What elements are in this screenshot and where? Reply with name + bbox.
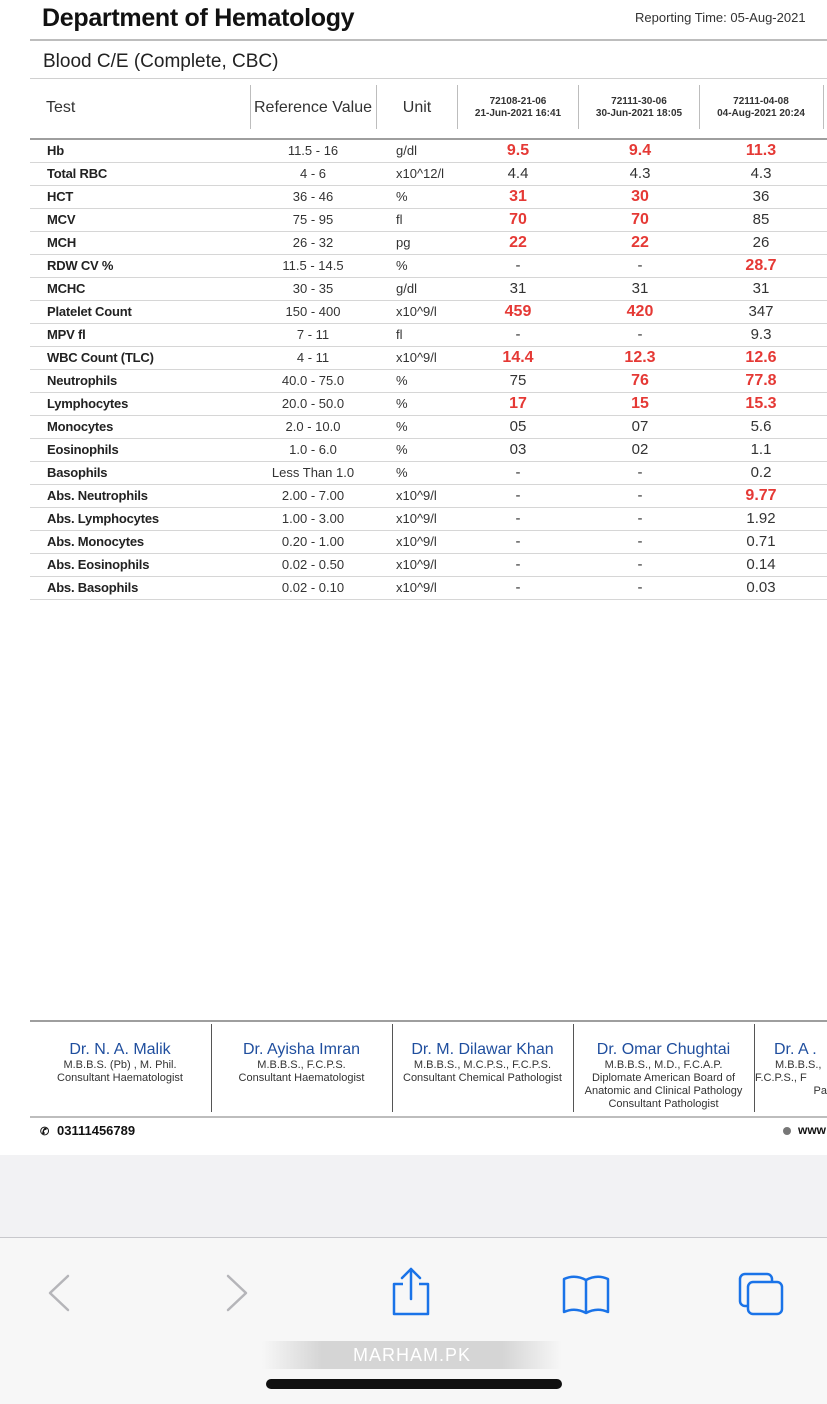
- forward-icon: [212, 1266, 262, 1320]
- result-value-3: 26: [752, 234, 770, 251]
- col-header-result-1: [458, 85, 578, 131]
- table-row: [30, 553, 827, 577]
- tabs-icon: [736, 1266, 786, 1320]
- unit: x10^9/l: [396, 534, 437, 549]
- result-value-3: 12.6: [745, 349, 777, 366]
- unit: x10^9/l: [396, 488, 437, 503]
- reference-range: 7 - 11: [296, 327, 330, 342]
- result-value-3: 0.71: [746, 533, 776, 550]
- unit: %: [396, 396, 408, 411]
- result-value-3: 11.3: [745, 142, 777, 159]
- result-value-3: 9.3: [750, 326, 772, 343]
- reference-range: 1.0 - 6.0: [289, 442, 337, 457]
- doctor-qualification: M.B.B.S. (Pb) , M. Phil.: [63, 1059, 177, 1071]
- reference-range: 1.00 - 3.00: [281, 511, 345, 526]
- back-button[interactable]: [34, 1266, 84, 1320]
- share-icon: [386, 1266, 436, 1320]
- test-name: Abs. Lymphocytes: [47, 511, 159, 526]
- test-name: WBC Count (TLC): [47, 350, 154, 365]
- col-divider: [376, 85, 377, 129]
- website-text: www: [798, 1123, 827, 1137]
- result-value-2: -: [637, 556, 643, 573]
- unit: x10^9/l: [396, 304, 437, 319]
- reference-range: 30 - 35: [292, 281, 334, 296]
- result-value-2: -: [637, 579, 643, 596]
- result-value-2: -: [637, 510, 643, 527]
- table-row: [30, 300, 827, 324]
- test-name: Abs. Basophils: [47, 580, 139, 595]
- reference-range: 75 - 95: [292, 212, 334, 227]
- table-row: [30, 415, 827, 439]
- doctor-card-2: [212, 1024, 391, 1112]
- result-value-3: 347: [748, 303, 774, 320]
- home-indicator[interactable]: [266, 1379, 562, 1389]
- col-header-test: Test: [46, 99, 76, 116]
- col-divider: [823, 85, 824, 129]
- test-name: Hb: [47, 143, 64, 158]
- test-name: Neutrophils: [47, 373, 118, 388]
- header-divider: [30, 39, 827, 41]
- result-value-1: 9.5: [506, 142, 530, 159]
- doctor-name: Dr. Omar Chughtai: [596, 1041, 731, 1058]
- doctor-card-1: [30, 1024, 210, 1112]
- result-2-date: 30-Jun-2021 18:05: [595, 108, 683, 119]
- phone-number: 03111456789: [57, 1123, 136, 1138]
- result-value-1: -: [515, 487, 521, 504]
- table-row: [30, 346, 827, 370]
- table-row: [30, 461, 827, 485]
- result-value-2: -: [637, 464, 643, 481]
- result-3-id: 72111-04-08: [733, 96, 789, 107]
- result-value-1: 05: [509, 418, 527, 435]
- bookmarks-icon: [561, 1266, 611, 1320]
- unit: %: [396, 258, 408, 273]
- test-name: Lymphocytes: [47, 396, 129, 411]
- unit: %: [396, 373, 408, 388]
- unit: x10^9/l: [396, 557, 437, 572]
- result-value-1: 31: [509, 188, 527, 205]
- result-value-2: 9.4: [628, 142, 652, 159]
- result-value-1: -: [515, 257, 521, 274]
- unit: x10^12/l: [396, 166, 445, 181]
- result-value-2: 12.3: [624, 349, 656, 366]
- unit: x10^9/l: [396, 511, 437, 526]
- result-value-2: 07: [631, 418, 649, 435]
- reference-range: 0.02 - 0.10: [281, 580, 345, 595]
- table-row: [30, 162, 827, 186]
- result-value-2: -: [637, 257, 643, 274]
- unit: g/dl: [396, 281, 417, 296]
- result-1-date: 21-Jun-2021 16:41: [474, 108, 562, 119]
- result-value-1: -: [515, 464, 521, 481]
- result-value-3: 85: [752, 211, 770, 228]
- doctor-qualification: M.B.B.S., F.C.P.S.: [257, 1059, 346, 1071]
- result-value-1: -: [515, 579, 521, 596]
- bookmarks-button[interactable]: [561, 1266, 611, 1320]
- table-row: [30, 484, 827, 508]
- result-value-2: -: [637, 533, 643, 550]
- doctor-qualification: M.B.B.S., M.C.P.S., F.C.P.S.: [413, 1059, 552, 1071]
- table-row: [30, 208, 827, 232]
- result-value-3: 28.7: [745, 257, 777, 274]
- unit: %: [396, 419, 408, 434]
- result-value-3: 36: [752, 188, 770, 205]
- forward-button[interactable]: [212, 1266, 262, 1320]
- website-contact: [783, 1123, 826, 1137]
- result-value-2: 22: [631, 234, 649, 251]
- doctor-title: Pa: [813, 1085, 827, 1097]
- doctor-name: Dr. M. Dilawar Khan: [411, 1041, 554, 1058]
- unit: x10^9/l: [396, 350, 437, 365]
- table-row: [30, 277, 827, 301]
- test-name: Abs. Monocytes: [47, 534, 144, 549]
- phone-icon: ✆: [40, 1126, 50, 1138]
- result-value-1: 70: [509, 211, 527, 228]
- tabs-button[interactable]: [736, 1266, 786, 1320]
- doctor-card-4: [574, 1024, 753, 1112]
- unit: pg: [396, 235, 411, 250]
- doctor-card-3: [393, 1024, 572, 1112]
- test-name: Basophils: [47, 465, 108, 480]
- doctor-qualification: F.C.P.S., F: [755, 1072, 807, 1084]
- test-name: Abs. Neutrophils: [47, 488, 148, 503]
- test-name: Abs. Eosinophils: [47, 557, 150, 572]
- test-name: Platelet Count: [47, 304, 132, 319]
- reference-range: 0.20 - 1.00: [281, 534, 345, 549]
- doctor-qualification: M.B.B.S., M.D., F.C.A.P.: [604, 1059, 723, 1071]
- result-value-2: 15: [631, 395, 649, 412]
- test-name: Monocytes: [47, 419, 114, 434]
- result-value-2: 70: [631, 211, 649, 228]
- reference-range: 40.0 - 75.0: [281, 373, 345, 388]
- test-name: MCH: [47, 235, 77, 250]
- table-row: [30, 254, 827, 278]
- result-1-id: 72108-21-06: [489, 96, 547, 107]
- table-row: [30, 139, 827, 163]
- globe-icon: [783, 1127, 791, 1135]
- result-value-3: 15.3: [745, 395, 777, 412]
- unit: fl: [396, 327, 403, 342]
- reference-range: Less Than 1.0: [271, 465, 355, 480]
- table-row: [30, 507, 827, 531]
- result-value-2: -: [637, 487, 643, 504]
- result-value-1: 4.4: [507, 165, 529, 182]
- doctor-title: Consultant Chemical Pathologist: [403, 1072, 562, 1084]
- col-header-unit: Unit: [402, 99, 432, 116]
- doctor-name: Dr. Ayisha Imran: [242, 1041, 361, 1058]
- result-value-2: -: [637, 326, 643, 343]
- doctor-name: Dr. N. A. Malik: [69, 1041, 171, 1058]
- doctor-title: Consultant Haematologist: [238, 1072, 365, 1084]
- table-row: [30, 369, 827, 393]
- test-name: MCHC: [47, 281, 86, 296]
- result-value-2: 30: [631, 188, 649, 205]
- test-name: MPV fl: [47, 327, 86, 342]
- result-value-1: 17: [509, 395, 527, 412]
- reference-range: 2.0 - 10.0: [285, 419, 341, 434]
- col-header-result-3: [700, 85, 822, 131]
- col-header-reference: Reference Value: [254, 99, 372, 116]
- section-divider: [30, 78, 827, 79]
- result-value-3: 0.14: [746, 556, 776, 573]
- table-row: [30, 323, 827, 347]
- back-icon: [34, 1266, 84, 1320]
- reference-range: 2.00 - 7.00: [281, 488, 345, 503]
- result-value-2: 02: [631, 441, 649, 458]
- result-value-3: 0.03: [746, 579, 776, 596]
- doctor-name: Dr. A .: [774, 1041, 817, 1058]
- result-value-2: 4.3: [629, 165, 651, 182]
- test-name: HCT: [47, 189, 74, 204]
- reference-range: 4 - 11: [296, 350, 330, 365]
- reference-range: 11.5 - 16: [287, 143, 339, 158]
- result-value-3: 1.92: [746, 510, 776, 527]
- reference-range: 26 - 32: [292, 235, 334, 250]
- result-value-3: 9.77: [745, 487, 777, 504]
- doctor-title: Consultant Haematologist: [57, 1072, 183, 1084]
- result-value-1: 31: [509, 280, 527, 297]
- department-title: Department of Hematology: [42, 4, 355, 32]
- watermark-text: MARHAM.PK: [262, 1341, 562, 1369]
- result-3-date: 04-Aug-2021 20:24: [717, 108, 805, 119]
- footer-divider: [30, 1020, 827, 1022]
- doctor-qualification: Diplomate American Board of: [591, 1072, 736, 1084]
- table-row: [30, 392, 827, 416]
- table-row: [30, 530, 827, 554]
- result-value-1: 75: [509, 372, 527, 389]
- reference-range: 0.02 - 0.50: [281, 557, 345, 572]
- result-value-3: 5.6: [750, 418, 772, 435]
- result-value-2: 76: [631, 372, 649, 389]
- unit: g/dl: [396, 143, 417, 158]
- doctor-qualification: M.B.B.S.,: [775, 1059, 822, 1071]
- reference-range: 11.5 - 14.5: [282, 258, 344, 273]
- doctor-title: Consultant Pathologist: [608, 1098, 719, 1110]
- unit: x10^9/l: [396, 580, 437, 595]
- result-value-2: 31: [631, 280, 649, 297]
- result-value-1: -: [515, 556, 521, 573]
- reference-range: 4 - 6: [299, 166, 326, 181]
- result-value-1: 22: [509, 234, 527, 251]
- col-header-result-2: [579, 85, 699, 131]
- table-row: [30, 231, 827, 255]
- result-value-3: 4.3: [750, 165, 772, 182]
- result-value-1: 459: [504, 303, 532, 320]
- unit: %: [396, 189, 408, 204]
- test-name: Eosinophils: [47, 442, 119, 457]
- test-name: MCV: [47, 212, 76, 227]
- test-name: RDW CV %: [47, 258, 114, 273]
- result-value-3: 31: [752, 280, 770, 297]
- result-2-id: 72111-30-06: [611, 96, 667, 107]
- reference-range: 150 - 400: [285, 304, 341, 319]
- page-background: [0, 1155, 827, 1237]
- result-value-1: -: [515, 510, 521, 527]
- test-name: Total RBC: [47, 166, 108, 181]
- reference-range: 36 - 46: [292, 189, 334, 204]
- result-value-3: 77.8: [745, 372, 777, 389]
- reference-range: 20.0 - 50.0: [281, 396, 345, 411]
- result-value-2: 420: [626, 303, 654, 320]
- result-value-3: 1.1: [750, 441, 772, 458]
- result-value-1: 14.4: [502, 349, 534, 366]
- reporting-time: Reporting Time: 05-Aug-2021: [635, 10, 806, 25]
- doctor-qualification: Anatomic and Clinical Pathology: [584, 1085, 743, 1097]
- result-value-1: 03: [509, 441, 527, 458]
- table-row: [30, 185, 827, 209]
- share-button[interactable]: [386, 1266, 436, 1320]
- result-value-1: -: [515, 533, 521, 550]
- result-value-3: 0.2: [750, 464, 772, 481]
- section-title: Blood C/E (Complete, CBC): [43, 51, 279, 72]
- unit: %: [396, 465, 408, 480]
- footer-divider-bottom: [30, 1116, 827, 1118]
- doctor-card-5: [755, 1024, 827, 1112]
- result-value-1: -: [515, 326, 521, 343]
- unit: fl: [396, 212, 403, 227]
- unit: %: [396, 442, 408, 457]
- col-divider: [250, 85, 251, 129]
- table-row: [30, 576, 827, 600]
- phone-contact: [40, 1123, 135, 1138]
- table-row: [30, 438, 827, 462]
